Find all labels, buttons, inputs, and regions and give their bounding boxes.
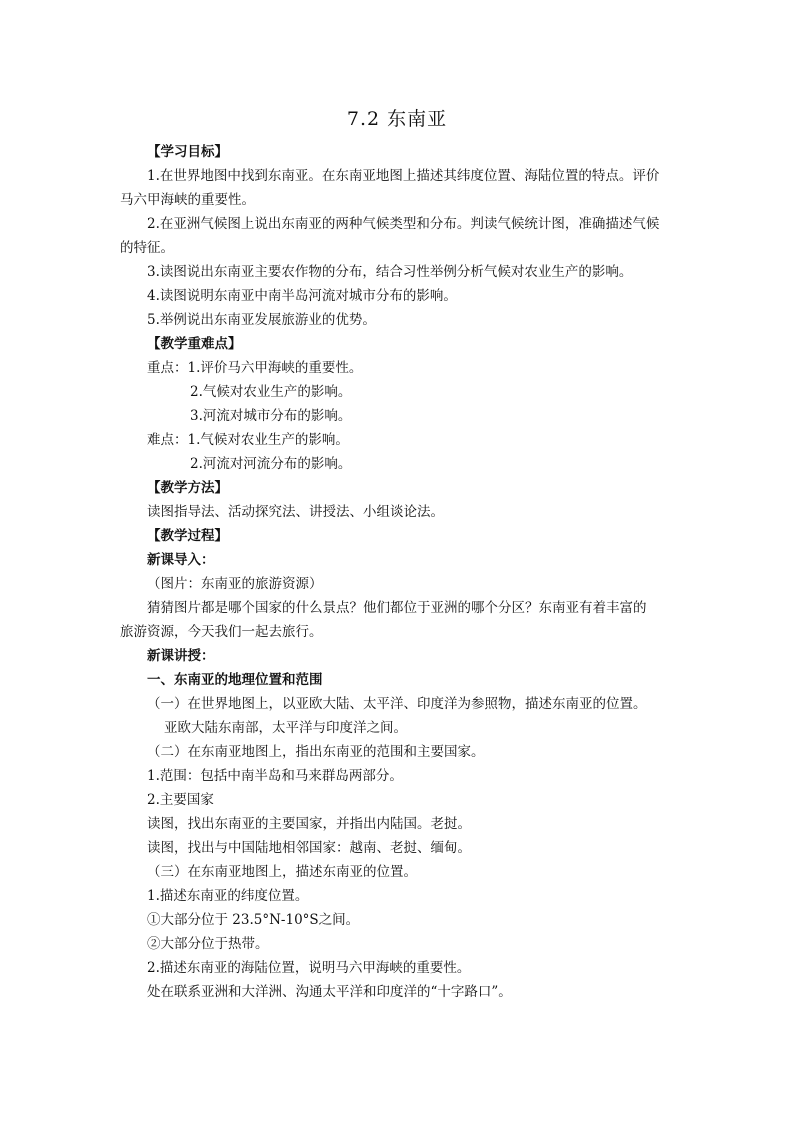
text-line: 亚欧大陆东南部，太平洋与印度洋之间。 [164, 720, 407, 736]
text-line: 2.气候对农业生产的影响。 [190, 384, 352, 400]
text-line: 【教学重难点】 [147, 336, 242, 352]
text-line: 1.范围：包括中南半岛和马来群岛两部分。 [147, 768, 403, 784]
text-line: 处在联系亚洲和大洋洲、沟通太平洋和印度洋的“十字路口”。 [147, 984, 512, 1000]
text-line: 1.描述东南亚的纬度位置。 [147, 888, 309, 904]
text-line: 读图指导法、活动探究法、讲授法、小组谈论法。 [147, 504, 444, 520]
text-line: 3.河流对城市分布的影响。 [190, 408, 352, 424]
text-line: 读图，找出东南亚的主要国家，并指出内陆国。老挝。 [147, 816, 471, 832]
text-line: 的特征。 [120, 240, 174, 256]
document-body [120, 140, 680, 1004]
text-line: 2.主要国家 [147, 792, 214, 808]
text-line: （图片：东南亚的旅游资源） [147, 576, 323, 592]
text-line: ①大部分位于 23.5°N-10°S之间。 [147, 912, 360, 928]
text-line: 【教学过程】 [147, 528, 228, 544]
text-line: 重点：1.评价马六甲海峡的重要性。 [147, 360, 363, 376]
document-title: 7.2 东南亚 [346, 108, 448, 130]
text-line: 读图，找出与中国陆地相邻国家：越南、老挝、缅甸。 [147, 840, 471, 856]
text-line: 新课导入： [147, 552, 215, 568]
text-line: 新课讲授： [147, 648, 215, 664]
text-line: 3.读图说出东南亚主要农作物的分布，结合习性举例分析气候对农业生产的影响。 [147, 264, 633, 280]
text-line: （三）在东南亚地图上，描述东南亚的位置。 [147, 864, 417, 880]
text-line: 5.举例说出东南亚发展旅游业的优势。 [147, 312, 376, 328]
text-line: ②大部分位于热带。 [147, 936, 269, 952]
text-line: 【学习目标】 [147, 144, 228, 160]
text-line: 马六甲海峡的重要性。 [120, 192, 255, 208]
text-line: 2.在亚洲气候图上说出东南亚的两种气候类型和分布。判读气候统计图，准确描述气候 [147, 216, 660, 232]
text-line: 1.在世界地图中找到东南亚。在东南亚地图上描述其纬度位置、海陆位置的特点。评价 [147, 168, 660, 184]
text-line: 【教学方法】 [147, 480, 228, 496]
text-line: 4.读图说明东南亚中南半岛河流对城市分布的影响。 [147, 288, 457, 304]
text-line: （一）在世界地图上，以亚欧大陆、太平洋、印度洋为参照物，描述东南亚的位置。 [147, 696, 647, 712]
text-line: 猜猜图片都是哪个国家的什么景点？他们都位于亚洲的哪个分区？东南亚有着丰富的 [147, 600, 647, 616]
text-line: 2.河流对河流分布的影响。 [190, 456, 352, 472]
text-line: 2.描述东南亚的海陆位置，说明马六甲海峡的重要性。 [147, 960, 471, 976]
text-line: 一、东南亚的地理位置和范围 [147, 672, 323, 688]
text-line: 旅游资源，今天我们一起去旅行。 [120, 624, 323, 640]
text-line: 难点：1.气候对农业生产的影响。 [147, 432, 349, 448]
text-line: （二）在东南亚地图上，指出东南亚的范围和主要国家。 [147, 744, 485, 760]
